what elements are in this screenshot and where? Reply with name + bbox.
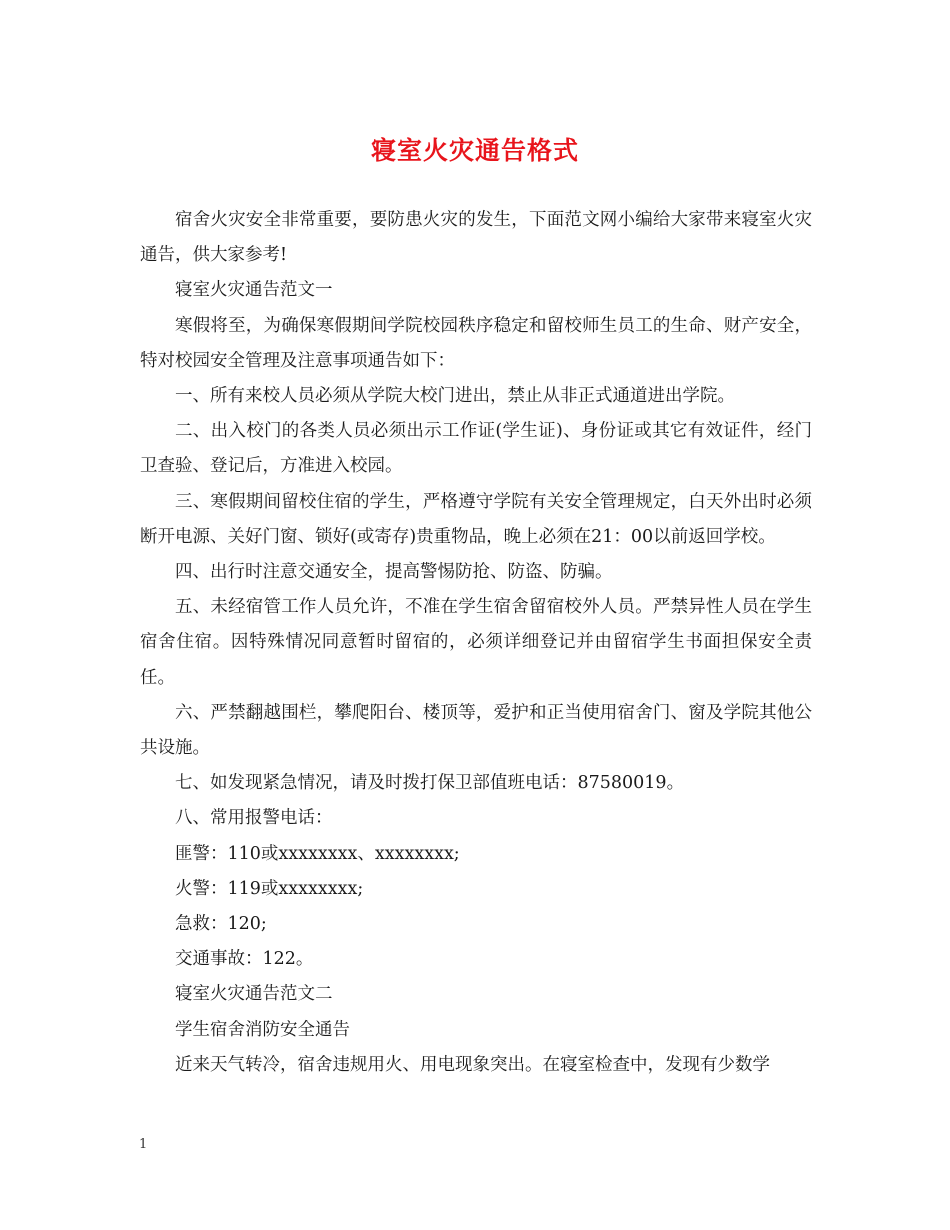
paragraph-police-phone: 匪警：110或xxxxxxxx、xxxxxxxx;	[175, 843, 460, 864]
paragraph-item-4: 四、出行时注意交通安全，提高警惕防抢、防盗、防骗。	[175, 562, 613, 583]
paragraph-sample-two-title: 学生宿舍消防安全通告	[175, 1019, 350, 1040]
paragraph-item-8: 八、常用报警电话：	[175, 808, 333, 829]
page-number: 1	[139, 1137, 148, 1152]
paragraph-item-1: 一、所有来校人员必须从学院大校门进出，禁止从非正式通道进出学院。	[175, 386, 735, 407]
paragraph-fire-phone: 火警：119或xxxxxxxx;	[175, 878, 364, 899]
paragraph-item-2: 二、出入校门的各类人员必须出示工作证(学生证)、身份证或其它有效证件，经门卫查验、登记后，方准进入校园。	[140, 421, 812, 477]
paragraph-notice-intro: 寒假将至，为确保寒假期间学院校园秩序稳定和留校师生员工的生命、财产安全，特对校园安全管理及注意事项通告如下：	[140, 315, 812, 371]
paragraph-item-7: 七、如发现紧急情况，请及时拨打保卫部值班电话：87580019。	[175, 773, 685, 794]
paragraph-item-5: 五、未经宿管工作人员允许，不准在学生宿舍留宿校外人员。严禁异性人员在学生宿舍住宿。因特殊情况同意暂时留宿的，必须详细登记并由留宿学生书面担保安全责任。	[140, 597, 812, 688]
paragraph-sample-one-heading: 寝室火灾通告范文一	[175, 280, 333, 301]
paragraph-item-3: 三、寒假期间留校住宿的学生，严格遵守学院有关安全管理规定，白天外出时必须断开电源、关好门窗、锁好(或寄存)贵重物品，晚上必须在21：00以前返回学校。	[140, 491, 812, 547]
paragraph-item-6: 六、严禁翻越围栏，攀爬阳台、楼顶等，爱护和正当使用宿舍门、窗及学院其他公共设施。	[140, 702, 812, 759]
document-title: 寝室火灾通告格式	[370, 136, 579, 165]
paragraph-sample-two-heading: 寝室火灾通告范文二	[175, 984, 333, 1005]
paragraph-ambulance-phone: 急救：120;	[175, 914, 267, 935]
document-body	[140, 203, 812, 1083]
paragraph-intro: 宿舍火灾安全非常重要，要防患火灾的发生，下面范文网小编给大家带来寝室火灾通告，供大家参考!	[140, 210, 812, 266]
paragraph-traffic-phone: 交通事故：122。	[175, 949, 314, 970]
paragraph-sample-two-body: 近来天气转冷，宿舍违规用火、用电现象突出。在寝室检查中，发现有少数学	[175, 1054, 770, 1075]
